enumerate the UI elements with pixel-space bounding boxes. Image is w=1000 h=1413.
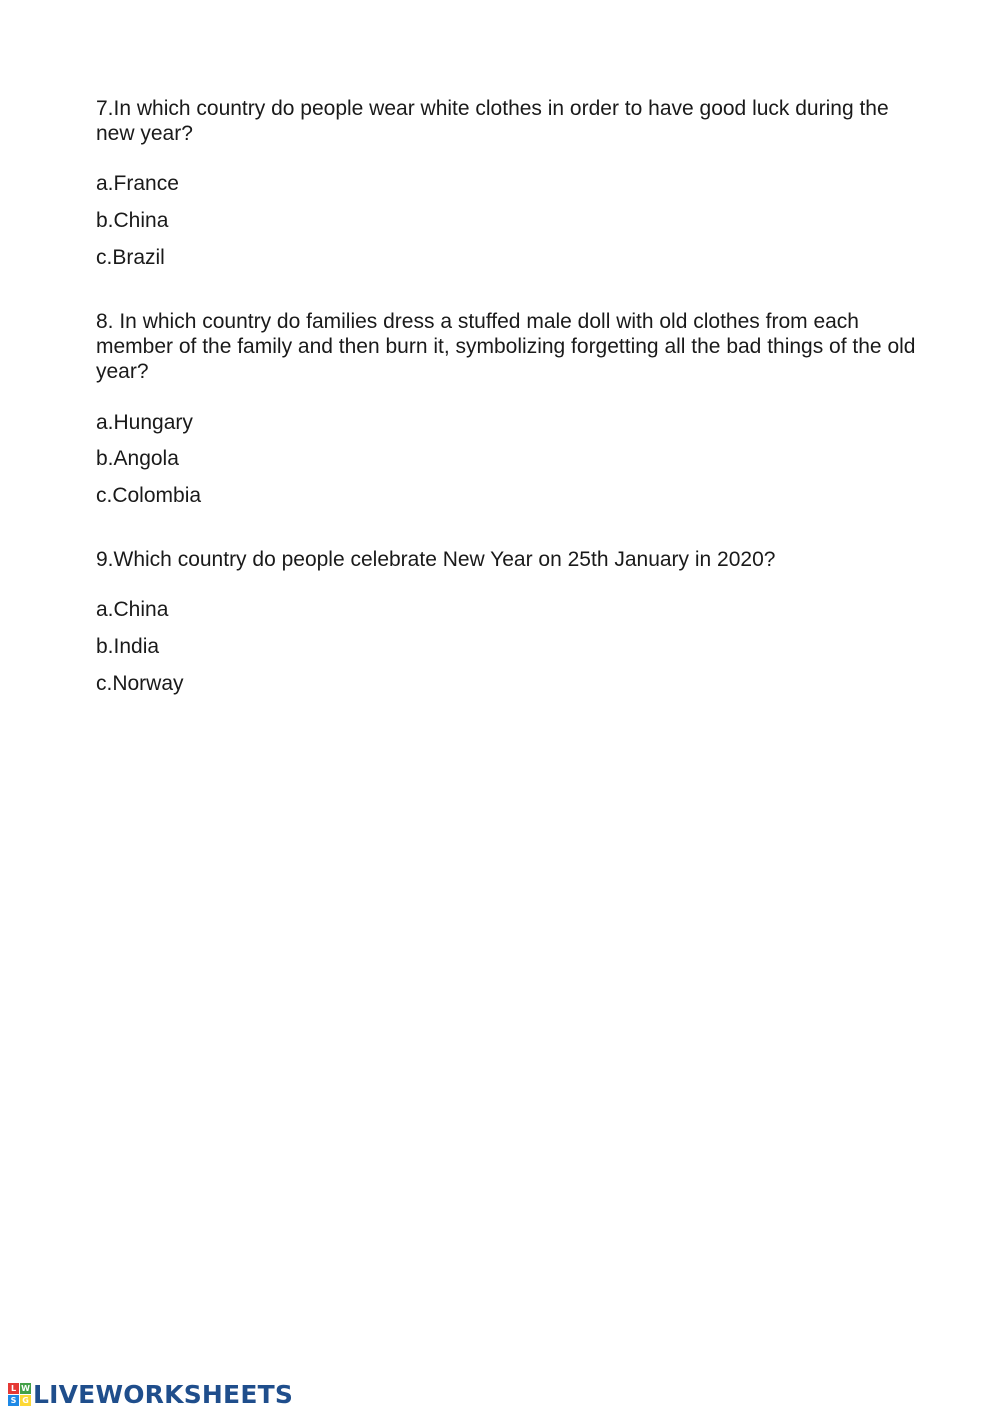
question-8-text: 8. In which country do families dress a stuffed male doll with old clothes from each member of the family and then burn it, symbolizing forgetting all the bad things of the old year?	[96, 310, 916, 383]
question-7-option-c[interactable]: c.Brazil	[96, 246, 165, 269]
question-9-option-c[interactable]: c.Norway	[96, 672, 184, 695]
question-8-option-a[interactable]: a.Hungary	[96, 411, 193, 434]
logo-block-s: S	[8, 1395, 19, 1406]
logo-block-l: L	[8, 1383, 19, 1394]
question-9-option-b[interactable]: b.India	[96, 635, 160, 658]
logo-block-w: W	[21, 1383, 30, 1393]
question-7-text: 7.In which country do people wear white clothes in order to have good luck during the new year?	[96, 97, 889, 145]
question-9-option-a[interactable]: a.China	[96, 598, 169, 621]
question-7-option-a[interactable]: a.France	[96, 172, 179, 195]
question-9-text: 9.Which country do people celebrate New Year on 25th January in 2020?	[96, 548, 776, 571]
logo-text: LIVEWORKSHEETS	[33, 1379, 294, 1409]
logo-blocks-icon	[8, 1383, 31, 1406]
logo-block-g: G	[20, 1395, 31, 1406]
question-7-option-b[interactable]: b.China	[96, 209, 169, 232]
liveworksheets-logo	[8, 1381, 293, 1407]
question-8-option-b[interactable]: b.Angola	[96, 447, 179, 470]
question-8-option-c[interactable]: c.Colombia	[96, 484, 202, 507]
